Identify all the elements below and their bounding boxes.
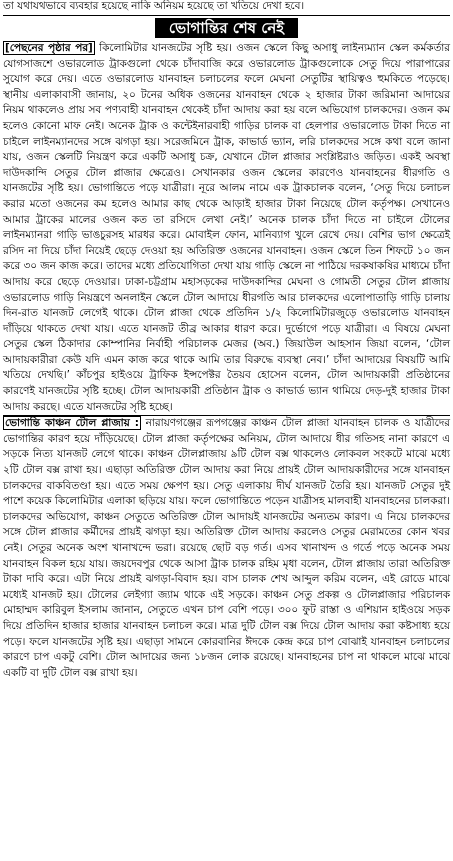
section-subhead: ভোগান্তি কাঞ্চন টোল প্লাজায় : bbox=[5, 417, 139, 430]
headline-container bbox=[3, 18, 450, 38]
paragraph-1 bbox=[3, 41, 450, 415]
previous-article-tail: তা যথাযথভাবে ব্যবহার হয়েছে নাকি অনিয়ম হয়েছে তা খতিয়ে দেখা হবে। bbox=[3, 0, 450, 16]
headline: ভোগান্তির শেষ নেই bbox=[155, 18, 298, 38]
paragraph-2-text: নারায়ণগঞ্জের রূপগঞ্জের কাঞ্চন টোল প্লাজা যানবাহন চালক ও যাত্রীদের ভোগান্তির কারণ হয়ে দাঁড়িয়েছে। টোল প্লাজা কর্তৃপক্ষের অনিয়ম, টোল আদায়ে ধীর গতিসহ নানা কারণে এ সড়কে নিত্য যানজট লেগে থাকে। কাঞ্চন টোলপ্লাজায় ৯টি টোল বক্স থাকলেও লোকবল সংকটে মাঝে মধ্যে ২টি টোল বক্স রাখা হয়। এছাড়া অতিরিক্ত টোল আদায় করা নিয়ে প্রায়ই টোল আদায়কারীদের সঙ্গে যানবাহন চালকদের বাকবিতণ্ডা হয়। এতে সময় ক্ষেপণ হয়। সেতু এলাকায় দীর্ঘ যানজট তৈরি হয়। যানজট সেতুর দুই পাশে কয়েক কিলোমিটার এলাকা ছড়িয়ে যায়। ফলে ভোগান্তিতে পড়েন যাত্রীসহ মালবাহী যানবাহনের চালকরা। চালকদের অভিযোগ, কাঞ্চন সেতুতে অতিরিক্ত টোল আদায়ই যানজটের অন্যতম কারণ। এ নিয়ে চালকদের সঙ্গে টোল প্লাজার কর্মীদের প্রায়ই ঝগড়া হয়। অতিরিক্ত টোল আদায় করলেও সেতুর মেরামতের কোন খবর নেই। সেতুর অনেক অংশ খানাখন্দে ভরা। রয়েছে ছোট বড় গর্ত। এসব খানাখন্দ ও গর্তে পড়ে অনেক সময় যানবাহন বিকল হয়ে যায়। জয়দেবপুর থেকে আসা ট্রাক চালক রহিম মৃধা বলেন, টোল প্লাজায় তারা অতিরিক্ত টাকা দাবি করে। এটা নিয়ে প্রায়ই ঝগড়া-বিবাদ হয়। বাস চালক শেখ আব্দুল করিম বলেন, এই রোডে মাঝে মধ্যেই যানজট হয়। টোলের লেইগ্যা জ্যাম থাকে এই সড়কে। কাঞ্চন সেতু প্রকল্প ও টোলপ্লাজার পরিচালক মোহাম্মদ কারিবুল ইসলাম জানান, সেতুতে এখন চাপ বেশি পড়ে। ৩০০ ফুট রাস্তা ও এশিয়ান হাইওয়ে সড়ক দিয়ে প্রতিদিন হাজার হাজার যানবাহন চলাচল করে। মাত্র দুটি টোল বক্স দিয়ে টোল আদায় করা কষ্টসাধ্য হয়ে পড়ে। ফলে যানজটের সৃষ্টি হয়। এছাড়া সামনে কোরবানির ঈদকে কেন্দ্র করে চাপ বোঝাই যানবাহন চলাচলের কারণে চাপ একটু বেশি। টোল আদায়ের জন্য ১৮জন লোক রয়েছে। যানবাহনের চাপ না থাকলে মাঝে মাঝে একটি বা দুটি টোল বক্স রাখা হয়। bbox=[3, 417, 450, 679]
paragraph-1-text: কিলোমিটার যানজটের সৃষ্টি হয়। ওজন স্কেলে কিছু অসাধু লাইন্যম্যান স্কেল কর্মকর্তার যোগসাজশে ওভারলোড ট্রাকগুলো থেকে চাঁদাবাজি করে ওভারলোড ট্রাকগুলোকে সেতু দিয়ে পারাপারের সুযোগ করে দেয়। এতে ওভারলোড যানবাহন চলাচলের ফলে মেঘনা সেতুটির স্থায়িত্বও হুমকিতে পড়েছে। স্থানীয় এলাকাবাসী জানায়, ২০ টনের অধিক ওজনের যানবাহন থেকে ২ হাজার টাকা জরিমানা আদায়ের নিয়ম থাকলেও প্রায় সব পণ্যবাহী যানবাহন থেকেই চাঁদা আদায় করা হয় বলে অভিযোগ চালকদের। ওজন কম হলেও কোনো মাফ নেই। অনেক ট্রাক ও কন্টেইনারবাহী গাড়ির চালক বা হেলপার ওভারলোড টাকা দিতে না চাইলে লাইনম্যানদের সঙ্গে ঝগড়া হয়। সরেজমিনে ট্রাক, কাভার্ড ভ্যান, লরি চালকদের সঙ্গে কথা বলে জানা যায়, ওজন স্কেলটি নিয়ন্ত্রণ করে একটি অসাধু চক্র, যেখানে টোল প্লাজার সংশ্লিষ্টরাও জড়িত। একই অবস্থা দাউদকান্দি সেতুর টোল প্লাজার ক্ষেত্রেও। সেখানকার ওজন স্কেলের কারণেও যানবাহনের ধীরগতি ও যানজটের সৃষ্টি হয়। ভোগান্তিতে পড়ে যাত্রীরা। নূরে আলম নামে এক ট্রাকচালক বলেন, ‘সেতু দিয়ে চলাচল করার মতো ওজনের কম হলেও আমার কাছ থেকে আড়াই হাজার টাকা নিয়েছে টোল কর্তৃপক্ষ। সেখানেও আমার ট্রাকের মালের ওজন কত তা রসিদে লেখা নেই।’ অনেক চালক চাঁদা দিতে না চাইলে টোলের লাইনম্যানরা গাড়ি ভাঙচুরসহ মারধর করে। মোবাইল ফোন, মানিব্যাগ খুলে রেখে দেয়। বেশির ভাগ ক্ষেত্রেই রসিদ না দিয়ে চাঁদা নিয়েই ছেড়ে দেওয়া হয় অতিরিক্ত ওজনের যানবাহন। ওজন স্কেলে তিন শিফটে ১০ জন করে ৩০ জন কাজ করে। তাদের মধ্যে প্রতিযোগিতা দেখা যায় গাড়ি স্কেলে না পাঠিয়ে দরকষাকষির মাধ্যমে চাঁদা আদায় করে ছেড়ে দেওয়ার। ঢাকা-চট্টগ্রাম মহাসড়কের দাউদকান্দির মেঘনা ও গোমতী সেতুর টোল প্লাজায় ওভারলোড গাড়ি নিয়ন্ত্রণে অনলাইন স্কেলে টোল আদায়ে ধীরগতি আর চালকদের এলোপাতাড়ি গাড়ি চালায় দিন-রাত যানজট লেগেই থাকে। টোল প্লাজা থেকে প্রতিদিন ১/২ কিলোমিটারজুড়ে ওভারলোড যানবাহন দাঁড়িয়ে থাকতে দেখা যায়। এতে যানজট তীব্র আকার ধারণ করে। দুর্ভোগে পড়ে যাত্রীরা। এ বিষয়ে মেঘনা সেতুর স্কেল ঠিকাদার কোম্পানির নির্বাহী পরিচালক মেজর (অব.) জিয়াউল আহসান জিয়া বলেন, ‘টোল আদায়কারীরা কেউ যদি এমন কাজ করে থাকে আমি তার বিরুদ্ধে ব্যবস্থা নেব।’ চাঁদা আদায়ের বিষয়টি আমি খতিয়ে দেখছি।’ কাঁচপুর হাইওয়ে ট্রাফিক ইন্সপেক্টর তৈয়ব হোসেন বলেন, টোল আদায়কারী প্রতিষ্ঠানের কারণেই যানজটের সৃষ্টি হচ্ছে। টোল আদায়কারী প্রতিষ্ঠান ট্রাক ও কাভার্ড ভ্যান থামিয়ে দেড়-দুই হাজার টাকা আদায় করছে। এতে যানজটের সৃষ্টি হচ্ছে। bbox=[3, 42, 451, 413]
paragraph-2 bbox=[3, 416, 450, 681]
continued-kicker: [পেছনের পৃষ্ঠার পর] bbox=[5, 42, 93, 54]
article-body bbox=[3, 41, 450, 681]
